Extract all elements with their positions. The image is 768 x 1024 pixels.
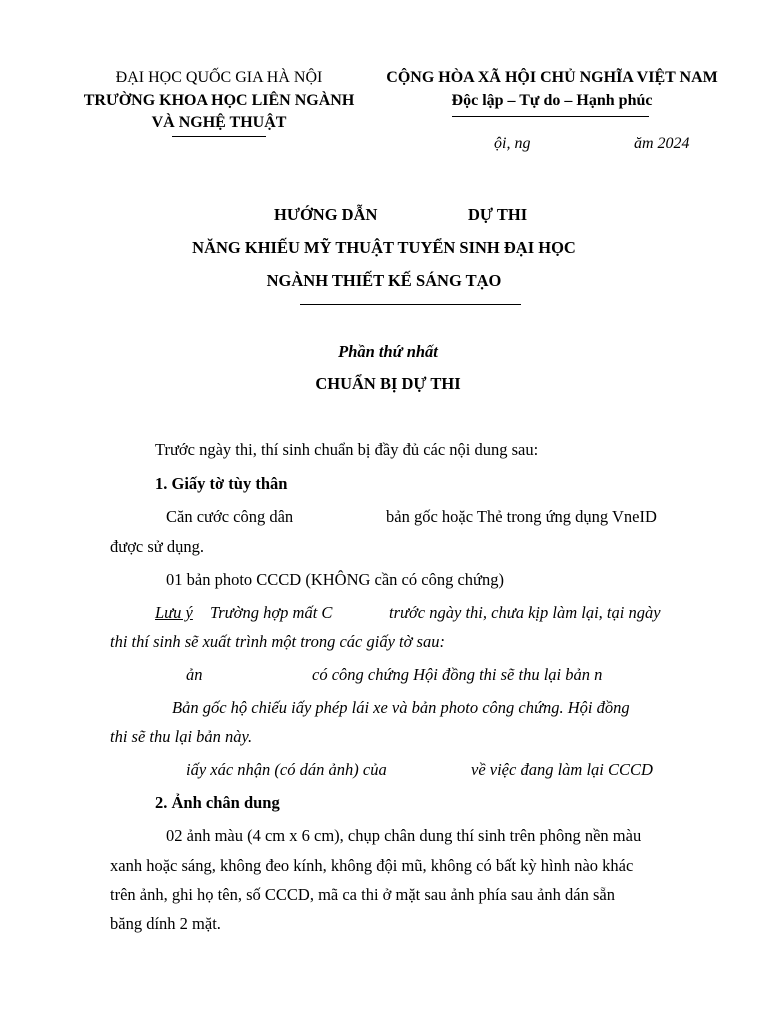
s1-item1-c: được sử dụng. [110, 537, 204, 556]
s2-line2: xanh hoặc sáng, không đeo kính, không đội mũ, không có bất kỳ hình nào khác [110, 856, 634, 875]
header-right-rule [452, 116, 649, 117]
doc-major: NGÀNH THIẾT KẾ SÁNG TẠO [266, 271, 502, 290]
doc-subtitle: NĂNG KHIẾU MỸ THUẬT TUYỂN SINH ĐẠI HỌC [192, 238, 576, 257]
date-part1: ội, ng [494, 135, 531, 152]
national-title: CỘNG HÒA XÃ HỘI CHỦ NGHĨA VIỆT NAM [386, 69, 718, 86]
doc-title-b: DỰ THI [468, 205, 528, 224]
option3-b: về việc đang làm lại CCCD [471, 760, 653, 779]
s2-line1: 02 ảnh màu (4 cm x 6 cm), chụp chân dung thí sinh trên phông nền màu [166, 826, 642, 845]
s2-line4: băng dính 2 mặt. [110, 914, 221, 933]
s1-item1-a: Căn cước công dân [166, 507, 294, 526]
s1-item1-b: bản gốc hoặc Thẻ trong ứng dụng VneID [386, 507, 657, 526]
header-left-rule [172, 136, 266, 137]
s2-line3: trên ảnh, ghi họ tên, số CCCD, mã ca thi ở mặt sau ảnh phía sau ảnh dán sẵn [110, 885, 615, 904]
option2-b: thi sẽ thu lại bản này. [110, 727, 253, 746]
note-text-c: thi thí sinh sẽ xuất trình một trong các giấy tờ sau: [110, 632, 445, 651]
school-name-cont: VÀ NGHỆ THUẬT [151, 114, 287, 131]
doc-title-a: HƯỚNG DẪN [274, 205, 378, 224]
option1-a: ản [186, 665, 203, 684]
university-name: ĐẠI HỌC QUỐC GIA HÀ NỘI [115, 69, 323, 86]
date-part2: ăm 2024 [634, 135, 690, 152]
section1-heading: 1. Giấy tờ tùy thân [155, 474, 288, 493]
note-label: Lưu ý [155, 603, 193, 622]
note-text-a: Trường hợp mất C [210, 603, 333, 622]
national-motto: Độc lập – Tự do – Hạnh phúc [451, 92, 653, 109]
intro-paragraph: Trước ngày thi, thí sinh chuẩn bị đầy đủ các nội dung sau: [155, 440, 539, 459]
school-name: TRƯỜNG KHOA HỌC LIÊN NGÀNH [83, 92, 355, 109]
option2-a: Bản gốc hộ chiếu iấy phép lái xe và bản photo công chứng. Hội đồng [172, 698, 630, 717]
part-label: Phần thứ nhất [338, 342, 438, 361]
part-heading: CHUẨN BỊ DỰ THI [315, 374, 461, 393]
option3-a: iấy xác nhận (có dán ảnh) của [186, 760, 387, 779]
section2-heading: 2. Ảnh chân dung [155, 793, 280, 812]
note-text-b: trước ngày thi, chưa kịp làm lại, tại ngày [389, 603, 661, 622]
s1-item2: 01 bản photo CCCD (KHÔNG cần có công chứng) [166, 570, 504, 589]
option1-b: có công chứng Hội đồng thi sẽ thu lại bản n [312, 665, 603, 684]
title-rule [300, 304, 521, 305]
